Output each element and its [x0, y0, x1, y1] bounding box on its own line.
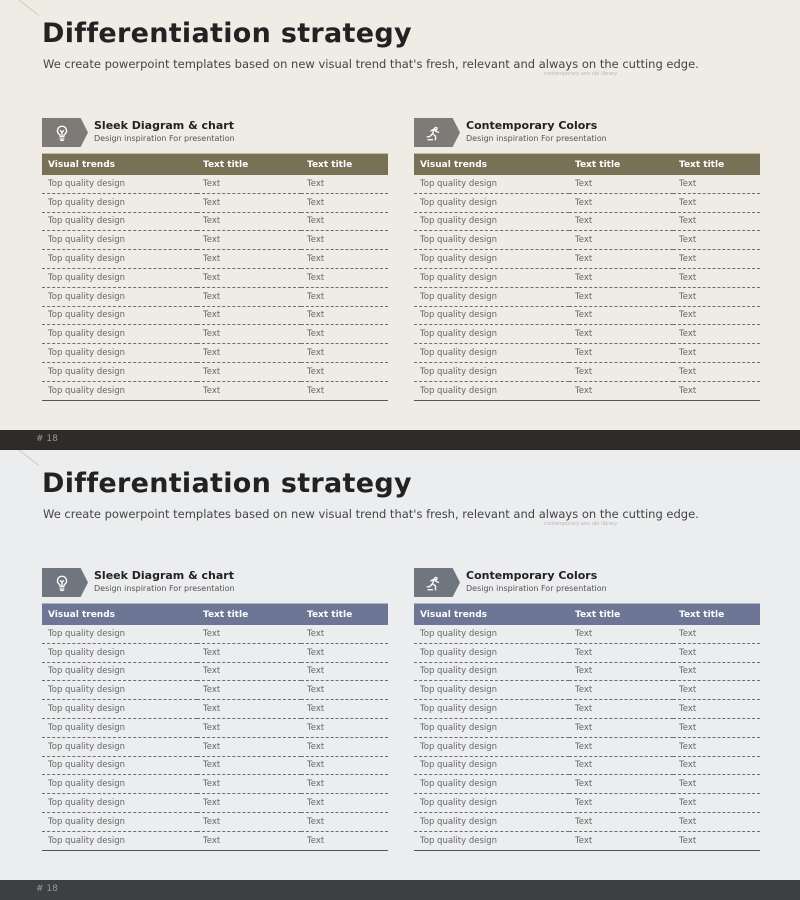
table-cell: Text — [301, 775, 388, 794]
footer-bar — [0, 430, 800, 450]
corner-decoration — [12, 0, 39, 16]
table-cell: Text — [301, 643, 388, 662]
table-cell: Top quality design — [42, 662, 197, 681]
table-cell: Top quality design — [414, 287, 569, 306]
table-cell: Top quality design — [42, 718, 197, 737]
table-row — [414, 231, 760, 250]
table-row — [414, 250, 760, 269]
table-cell: Text — [569, 812, 673, 831]
table-cell: Text — [301, 344, 388, 363]
column-header: Text title — [301, 604, 388, 626]
slide-subtitle: We create powerpoint templates based on new visual trend that's fresh, relevant and always on the cutting edge. — [43, 507, 699, 521]
table-body — [414, 625, 760, 850]
table-cell: Top quality design — [42, 737, 197, 756]
table-row — [42, 231, 388, 250]
table-cell: Text — [301, 287, 388, 306]
table-row — [414, 362, 760, 381]
table-cell: Text — [569, 662, 673, 681]
table-cell: Text — [569, 625, 673, 643]
table-cell: Text — [301, 625, 388, 643]
panel-subtitle: Design inspiration For presentation — [94, 584, 235, 593]
table-cell: Text — [301, 193, 388, 212]
panel-title: Contemporary Colors — [466, 569, 598, 582]
table-row — [414, 775, 760, 794]
table-cell: Top quality design — [42, 831, 197, 850]
table-cell: Text — [197, 362, 301, 381]
table-cell: Text — [569, 231, 673, 250]
lightbulb-icon — [42, 568, 88, 597]
table-cell: Text — [673, 325, 760, 344]
table-cell: Text — [301, 231, 388, 250]
column-header: Text title — [197, 604, 301, 626]
table-cell: Top quality design — [414, 212, 569, 231]
table-cell: Text — [197, 268, 301, 287]
table-cell: Text — [569, 643, 673, 662]
table-row — [414, 287, 760, 306]
table-cell: Text — [569, 362, 673, 381]
table-panel — [42, 567, 388, 851]
table-cell: Text — [301, 175, 388, 193]
table-cell: Top quality design — [414, 268, 569, 287]
column-header: Text title — [673, 154, 760, 176]
table-cell: Top quality design — [414, 250, 569, 269]
table-cell: Text — [569, 306, 673, 325]
table-body — [42, 625, 388, 850]
slide-title: Differentiation strategy — [42, 18, 412, 49]
table-cell: Text — [197, 700, 301, 719]
table-cell: Text — [301, 325, 388, 344]
table-row — [414, 625, 760, 643]
table-cell: Text — [673, 700, 760, 719]
table-row — [414, 756, 760, 775]
table-cell: Top quality design — [42, 812, 197, 831]
table-cell: Text — [569, 718, 673, 737]
table-cell: Top quality design — [414, 231, 569, 250]
table-cell: Top quality design — [414, 662, 569, 681]
table-cell: Text — [673, 718, 760, 737]
table-cell: Text — [673, 775, 760, 794]
table-cell: Text — [197, 175, 301, 193]
table-cell: Text — [197, 250, 301, 269]
table-row — [42, 625, 388, 643]
table-row — [414, 268, 760, 287]
table-panel — [42, 117, 388, 401]
table-row — [42, 718, 388, 737]
table-cell: Top quality design — [414, 756, 569, 775]
header-row — [414, 604, 760, 626]
table-row — [414, 325, 760, 344]
table-head — [414, 604, 760, 626]
table-cell: Text — [197, 306, 301, 325]
table-cell: Text — [301, 362, 388, 381]
table-row — [414, 193, 760, 212]
table-row — [42, 193, 388, 212]
table-cell: Text — [673, 193, 760, 212]
table-cell: Text — [673, 344, 760, 363]
column-header: Visual trends — [42, 154, 197, 176]
table-cell: Text — [673, 268, 760, 287]
table-row — [42, 306, 388, 325]
column-header: Text title — [569, 154, 673, 176]
table-row — [42, 212, 388, 231]
table-cell: Top quality design — [42, 775, 197, 794]
table-cell: Text — [569, 794, 673, 813]
table-row — [414, 794, 760, 813]
panel-header — [414, 567, 760, 598]
table-cell: Text — [301, 250, 388, 269]
table-cell: Text — [197, 193, 301, 212]
table-row — [414, 643, 760, 662]
table-cell: Text — [569, 287, 673, 306]
table-cell: Top quality design — [414, 643, 569, 662]
table-cell: Text — [301, 812, 388, 831]
table-cell: Text — [197, 643, 301, 662]
table-row — [42, 643, 388, 662]
table-head — [42, 604, 388, 626]
table-cell: Text — [301, 794, 388, 813]
table-row — [414, 681, 760, 700]
table-cell: Top quality design — [42, 381, 197, 400]
table-cell: Text — [569, 212, 673, 231]
table-cell: Text — [673, 306, 760, 325]
table-row — [414, 306, 760, 325]
table-cell: Text — [673, 812, 760, 831]
table-cell: Text — [197, 737, 301, 756]
table-cell: Text — [569, 193, 673, 212]
table-cell: Top quality design — [414, 625, 569, 643]
comparison-table — [414, 153, 760, 401]
table-cell: Top quality design — [414, 737, 569, 756]
table-cell: Top quality design — [42, 268, 197, 287]
table-row — [414, 175, 760, 193]
table-cell: Text — [197, 662, 301, 681]
table-cell: Top quality design — [42, 306, 197, 325]
table-cell: Text — [673, 794, 760, 813]
panel-title: Sleek Diagram & chart — [94, 569, 234, 582]
corner-decoration — [12, 450, 39, 466]
header-row — [42, 604, 388, 626]
table-row — [42, 737, 388, 756]
table-row — [414, 700, 760, 719]
table-cell: Text — [197, 625, 301, 643]
column-header: Visual trends — [414, 154, 569, 176]
table-cell: Top quality design — [42, 175, 197, 193]
table-cell: Top quality design — [42, 193, 197, 212]
table-panel — [414, 117, 760, 401]
table-cell: Text — [197, 794, 301, 813]
column-header: Visual trends — [414, 604, 569, 626]
table-cell: Text — [569, 681, 673, 700]
table-cell: Top quality design — [42, 625, 197, 643]
table-body — [414, 175, 760, 400]
table-cell: Top quality design — [42, 250, 197, 269]
table-row — [414, 831, 760, 850]
table-row — [414, 344, 760, 363]
table-cell: Text — [197, 756, 301, 775]
table-row — [42, 681, 388, 700]
panel-header — [42, 567, 388, 598]
table-cell: Text — [301, 306, 388, 325]
table-cell: Top quality design — [414, 362, 569, 381]
table-cell: Text — [301, 831, 388, 850]
panel-subtitle: Design inspiration For presentation — [466, 584, 607, 593]
table-row — [414, 812, 760, 831]
table-cell: Top quality design — [42, 700, 197, 719]
comparison-table — [42, 603, 388, 851]
table-row — [42, 344, 388, 363]
table-cell: Top quality design — [414, 193, 569, 212]
table-row — [42, 662, 388, 681]
tiny-caption: contemporary ann ubi library — [544, 521, 618, 527]
table-row — [42, 812, 388, 831]
column-header: Text title — [197, 154, 301, 176]
table-body — [42, 175, 388, 400]
table-row — [414, 662, 760, 681]
page-number: # 18 — [36, 884, 58, 894]
table-cell: Top quality design — [42, 681, 197, 700]
table-cell: Text — [197, 812, 301, 831]
table-row — [414, 381, 760, 400]
panel-subtitle: Design inspiration For presentation — [94, 134, 235, 143]
table-row — [42, 381, 388, 400]
table-row — [42, 325, 388, 344]
table-cell: Text — [673, 643, 760, 662]
table-row — [42, 362, 388, 381]
table-cell: Top quality design — [414, 175, 569, 193]
table-cell: Text — [197, 212, 301, 231]
table-panel — [414, 567, 760, 851]
slide — [0, 450, 800, 900]
table-cell: Top quality design — [42, 756, 197, 775]
slide-subtitle: We create powerpoint templates based on new visual trend that's fresh, relevant and always on the cutting edge. — [43, 57, 699, 71]
lightbulb-icon — [42, 118, 88, 147]
column-header: Text title — [301, 154, 388, 176]
table-cell: Top quality design — [42, 344, 197, 363]
table-cell: Text — [569, 756, 673, 775]
table-cell: Text — [673, 381, 760, 400]
table-cell: Text — [569, 175, 673, 193]
table-cell: Text — [197, 681, 301, 700]
table-cell: Text — [301, 381, 388, 400]
table-cell: Text — [301, 756, 388, 775]
table-row — [42, 700, 388, 719]
table-cell: Text — [569, 700, 673, 719]
comparison-table — [414, 603, 760, 851]
tiny-caption: contemporary ann ubi library — [544, 71, 618, 77]
table-cell: Top quality design — [414, 344, 569, 363]
table-row — [42, 831, 388, 850]
table-row — [42, 268, 388, 287]
column-header: Text title — [569, 604, 673, 626]
table-cell: Text — [673, 212, 760, 231]
table-cell: Text — [569, 344, 673, 363]
table-cell: Top quality design — [414, 681, 569, 700]
page-number: # 18 — [36, 434, 58, 444]
table-cell: Text — [673, 231, 760, 250]
table-row — [42, 756, 388, 775]
table-row — [414, 718, 760, 737]
header-row — [42, 154, 388, 176]
table-cell: Text — [569, 831, 673, 850]
table-cell: Top quality design — [414, 325, 569, 344]
table-cell: Top quality design — [414, 812, 569, 831]
table-cell: Text — [673, 831, 760, 850]
table-cell: Top quality design — [414, 381, 569, 400]
table-cell: Top quality design — [42, 643, 197, 662]
panel-title: Contemporary Colors — [466, 119, 598, 132]
panel-header — [42, 117, 388, 148]
panel-subtitle: Design inspiration For presentation — [466, 134, 607, 143]
table-row — [42, 794, 388, 813]
table-cell: Top quality design — [414, 794, 569, 813]
table-cell: Text — [673, 737, 760, 756]
table-row — [414, 737, 760, 756]
table-cell: Text — [301, 681, 388, 700]
table-cell: Top quality design — [42, 287, 197, 306]
panel-title: Sleek Diagram & chart — [94, 119, 234, 132]
table-row — [42, 775, 388, 794]
table-row — [414, 212, 760, 231]
table-cell: Text — [673, 681, 760, 700]
table-cell: Text — [673, 625, 760, 643]
running-person-icon — [414, 568, 460, 597]
table-cell: Text — [197, 231, 301, 250]
table-row — [42, 175, 388, 193]
table-cell: Top quality design — [42, 231, 197, 250]
comparison-table — [42, 153, 388, 401]
table-cell: Text — [569, 268, 673, 287]
table-cell: Text — [197, 381, 301, 400]
header-row — [414, 154, 760, 176]
table-cell: Text — [301, 700, 388, 719]
table-cell: Text — [673, 662, 760, 681]
table-cell: Top quality design — [414, 831, 569, 850]
table-cell: Text — [301, 662, 388, 681]
footer-bar — [0, 880, 800, 900]
table-cell: Text — [197, 287, 301, 306]
table-cell: Text — [569, 737, 673, 756]
table-cell: Top quality design — [414, 306, 569, 325]
table-cell: Text — [673, 175, 760, 193]
table-cell: Top quality design — [42, 794, 197, 813]
table-cell: Text — [301, 718, 388, 737]
table-cell: Text — [301, 268, 388, 287]
table-cell: Text — [569, 381, 673, 400]
table-cell: Text — [569, 250, 673, 269]
table-row — [42, 250, 388, 269]
table-cell: Top quality design — [414, 775, 569, 794]
table-head — [42, 154, 388, 176]
table-cell: Text — [673, 362, 760, 381]
table-cell: Text — [197, 344, 301, 363]
table-cell: Text — [197, 718, 301, 737]
table-cell: Text — [197, 775, 301, 794]
table-cell: Top quality design — [42, 325, 197, 344]
running-person-icon — [414, 118, 460, 147]
table-cell: Text — [673, 287, 760, 306]
table-cell: Text — [569, 775, 673, 794]
table-cell: Top quality design — [42, 212, 197, 231]
table-cell: Top quality design — [414, 718, 569, 737]
table-cell: Text — [197, 325, 301, 344]
table-cell: Text — [673, 250, 760, 269]
table-cell: Top quality design — [414, 700, 569, 719]
table-cell: Top quality design — [42, 362, 197, 381]
table-cell: Text — [197, 831, 301, 850]
table-cell: Text — [569, 325, 673, 344]
slide-title: Differentiation strategy — [42, 468, 412, 499]
panel-header — [414, 117, 760, 148]
table-head — [414, 154, 760, 176]
table-cell: Text — [301, 737, 388, 756]
table-row — [42, 287, 388, 306]
column-header: Text title — [673, 604, 760, 626]
column-header: Visual trends — [42, 604, 197, 626]
table-cell: Text — [301, 212, 388, 231]
table-cell: Text — [673, 756, 760, 775]
